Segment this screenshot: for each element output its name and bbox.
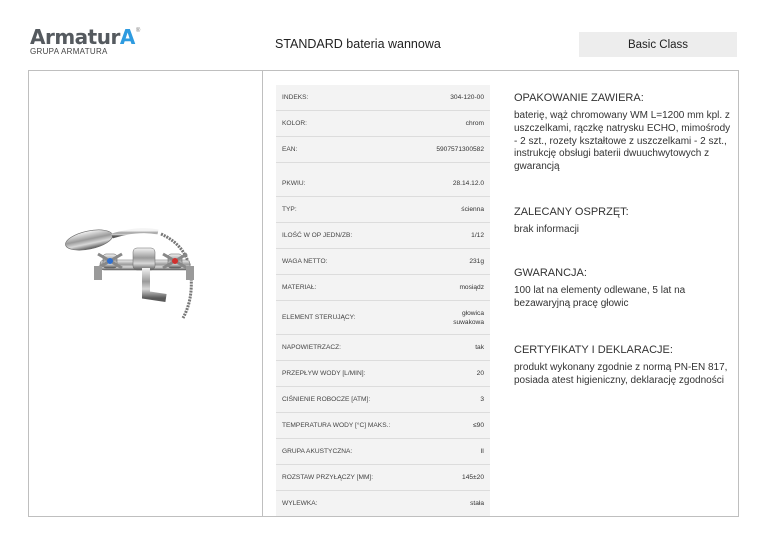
spec-label: MATERIAŁ: xyxy=(282,284,317,291)
spec-label: NAPOWIETRZACZ: xyxy=(282,344,341,351)
product-title: STANDARD bateria wannowa xyxy=(275,37,441,51)
spec-label: CIŚNIENIE ROBOCZE [ATM]: xyxy=(282,396,371,403)
spec-value: 20 xyxy=(476,370,484,377)
spec-row xyxy=(276,413,490,439)
spec-label: EAN: xyxy=(282,146,298,153)
spec-value: 304-120-00 xyxy=(450,94,484,101)
product-class-badge: Basic Class xyxy=(579,32,737,57)
spec-row xyxy=(276,439,490,465)
spec-label: GRUPA AKUSTYCZNA: xyxy=(282,448,353,455)
package-heading: OPAKOWANIE ZAWIERA: xyxy=(514,92,644,104)
warranty-heading: GWARANCJA: xyxy=(514,267,587,279)
spec-value: 3 xyxy=(480,396,484,403)
spec-label: TYP: xyxy=(282,206,297,213)
warranty-text: 100 lat na elementy odlewane, 5 lat na bezawaryjną pracę głowic xyxy=(514,285,686,309)
package-text: baterię, wąż chromowany WM L=1200 mm kpl. z uszczelkami, rączkę natrysku ECHO, mimośrody - 2 szt., rozety kształtowe z uszczelkami - 2 szt., instrukcję obsługi baterii dwuuchwytowych z gwarancją xyxy=(514,110,731,173)
spec-value: II xyxy=(480,448,484,455)
spec-label: PKWIU: xyxy=(282,180,306,187)
spec-label: PRZEPŁYW WODY [L/MIN]: xyxy=(282,370,366,377)
certificates-heading: CERTYFIKATY I DEKLARACJE: xyxy=(514,344,673,356)
spec-row xyxy=(276,335,490,361)
spec-label: TEMPERATURA WODY [°C] MAKS.: xyxy=(282,422,391,429)
logo-mark: A xyxy=(119,25,135,49)
spec-table xyxy=(276,85,490,516)
accessories-text: brak informacji xyxy=(514,224,580,235)
spec-value: 231g xyxy=(469,258,484,265)
spec-label: INDEKS: xyxy=(282,94,309,101)
registered-mark: ® xyxy=(135,28,141,34)
bath-faucet-image xyxy=(58,150,203,325)
spec-value: chrom xyxy=(465,120,484,127)
spec-row xyxy=(276,361,490,387)
spec-label: ROZSTAW PRZYŁĄCZY [MM]: xyxy=(282,474,374,481)
spec-value: tak xyxy=(475,344,484,351)
brand-logo xyxy=(30,25,141,56)
spec-label: ELEMENT STERUJĄCY: xyxy=(282,314,356,321)
spec-label: KOLOR: xyxy=(282,120,307,127)
spec-row xyxy=(276,223,490,249)
spec-label: WYLEWKA: xyxy=(282,500,318,507)
spec-value: głowica suwakowa xyxy=(453,309,484,326)
spec-value: mosiądz xyxy=(459,284,484,291)
spec-row xyxy=(276,249,490,275)
spec-label: ILOŚĆ W OP JEDN/ZB: xyxy=(282,232,353,239)
spec-value: 28.14.12.0 xyxy=(452,180,484,187)
spec-value: stała xyxy=(470,500,484,507)
logo-subtitle: GRUPA ARMATURA xyxy=(30,47,108,56)
spec-row xyxy=(276,301,490,335)
spec-value: 1/12 xyxy=(471,232,484,239)
spec-row xyxy=(276,171,490,197)
spec-row xyxy=(276,111,490,137)
spec-row xyxy=(276,137,490,163)
spec-row xyxy=(276,85,490,111)
spec-row xyxy=(276,465,490,491)
spec-value: ≤90 xyxy=(473,422,484,429)
certificates-text: produkt wykonany zgodnie z normą PN-EN 817, posiada atest higieniczny, deklarację zgodności xyxy=(514,362,728,386)
spec-row xyxy=(276,491,490,516)
spec-label: WAGA NETTO: xyxy=(282,258,328,265)
accessories-heading: ZALECANY OSPRZĘT: xyxy=(514,206,629,218)
spec-value: ścienna xyxy=(461,206,484,213)
spec-row xyxy=(276,275,490,301)
logo-wordmark: Armatur xyxy=(30,25,120,49)
spec-row xyxy=(276,197,490,223)
spec-value: 5907571300582 xyxy=(436,146,484,153)
spec-value: 145±20 xyxy=(462,474,484,481)
spec-row xyxy=(276,387,490,413)
